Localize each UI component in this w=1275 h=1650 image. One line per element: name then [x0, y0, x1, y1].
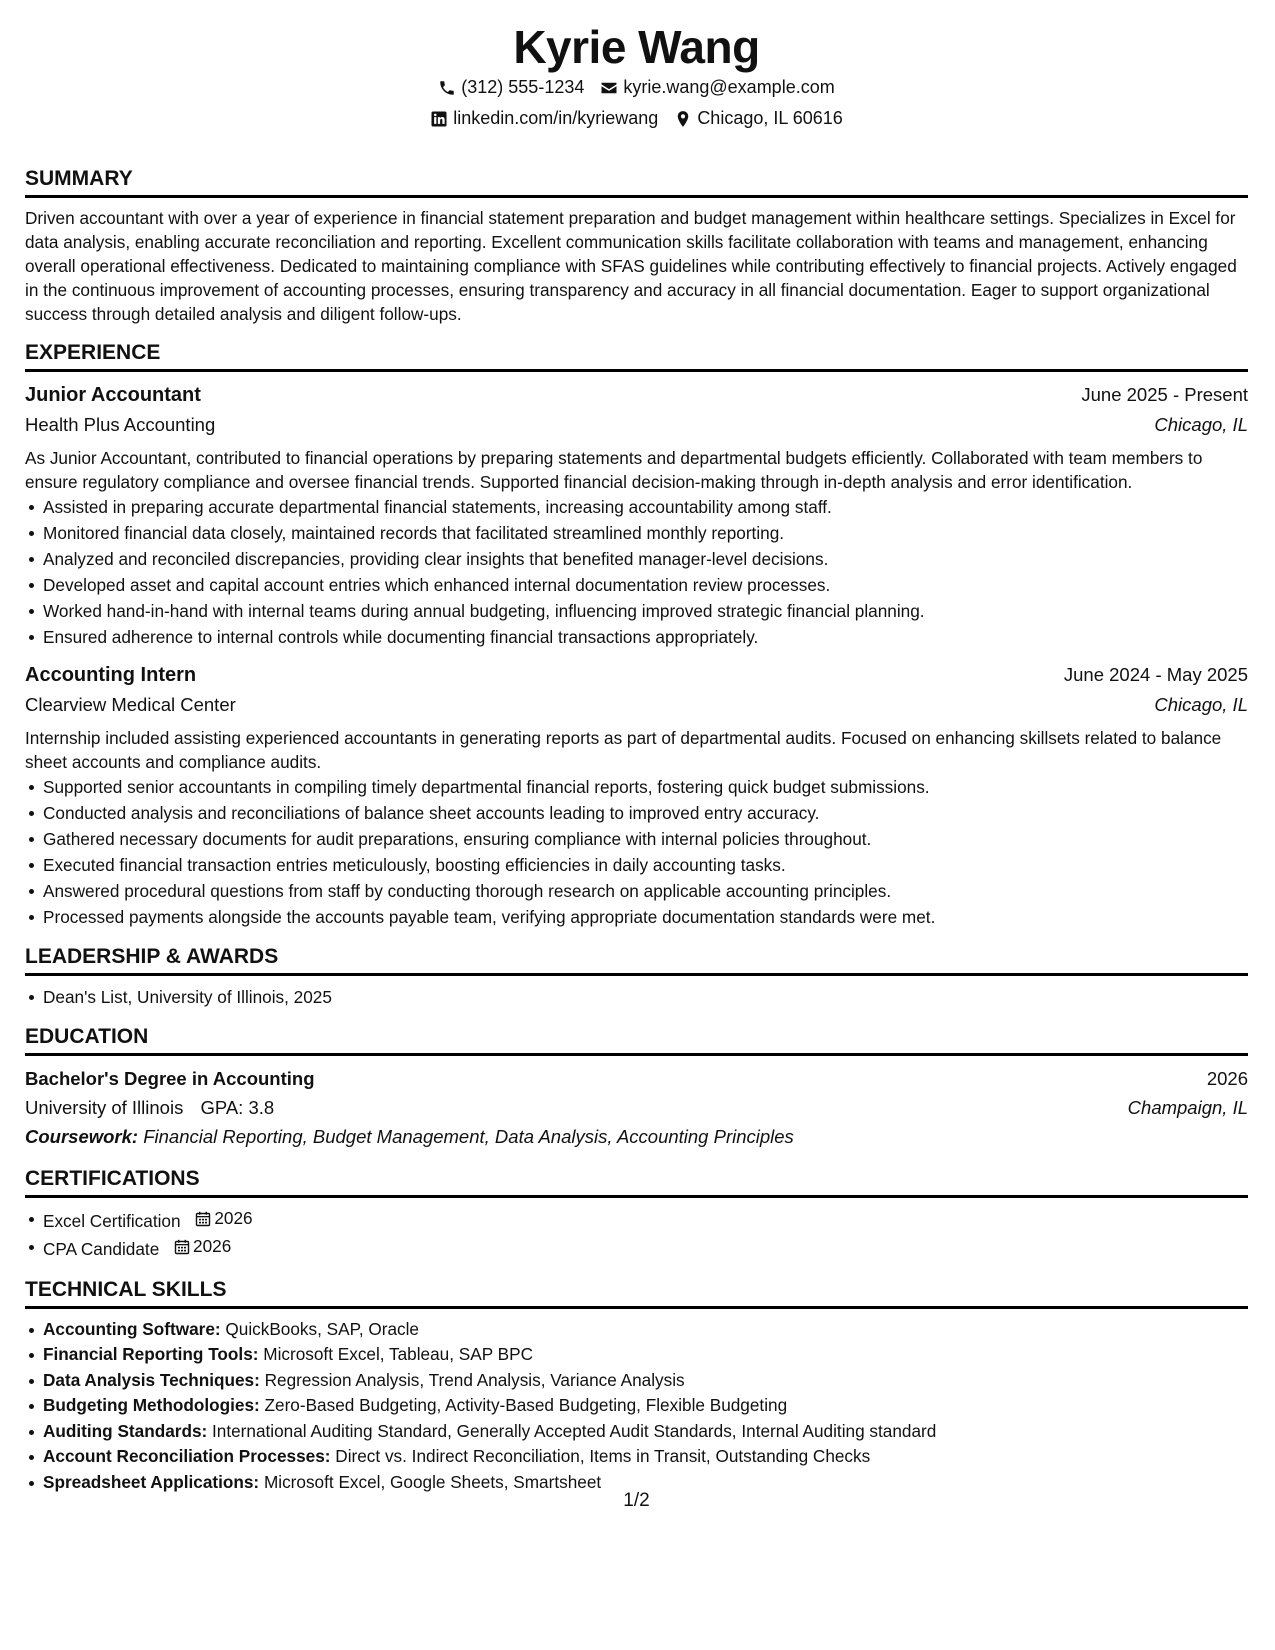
- job-title-row: [25, 660, 1248, 690]
- list-item: Gathered necessary documents for audit preparations, ensuring compliance with internal policies throughout.: [43, 826, 1248, 852]
- certification-year: 2026: [214, 1208, 253, 1228]
- job-company: Clearview Medical Center: [25, 694, 236, 715]
- job-company-row: [25, 690, 1248, 720]
- list-item: [43, 1419, 1248, 1445]
- list-item: Developed asset and capital account entries which enhanced internal documentation review processes.: [43, 572, 1248, 598]
- contact-linkedin[interactable]: [430, 103, 658, 134]
- section-title-summary: SUMMARY: [25, 166, 1248, 198]
- list-item: Analyzed and reconciled discrepancies, providing clear insights that benefited manager-level decisions.: [43, 546, 1248, 572]
- skill-value: QuickBooks, SAP, Oracle: [225, 1318, 419, 1339]
- job-bullets: [25, 494, 1248, 650]
- list-item: Worked hand-in-hand with internal teams during annual budgeting, influencing improved strategic financial planning.: [43, 598, 1248, 624]
- leadership-section: [25, 944, 1248, 1010]
- job-dates: June 2025 - Present: [1081, 384, 1248, 405]
- list-item: [43, 1206, 1248, 1234]
- skill-value: Direct vs. Indirect Reconciliation, Items in Transit, Outstanding Checks: [335, 1446, 871, 1466]
- certification-year: 2026: [193, 1236, 232, 1257]
- coursework-label: Coursework:: [25, 1126, 139, 1147]
- job-company-row: [25, 410, 1248, 440]
- education-coursework: [25, 1122, 1248, 1152]
- certification-date: [174, 1234, 231, 1260]
- contact-row-1: [25, 72, 1248, 103]
- education-location: Champaign, IL: [1127, 1097, 1248, 1118]
- education-section: [25, 1024, 1248, 1152]
- skills-list: [25, 1317, 1248, 1496]
- certifications-list: [25, 1206, 1248, 1263]
- contact-email[interactable]: [600, 72, 834, 103]
- page-number: 1/2: [623, 1490, 650, 1511]
- list-item: Answered procedural questions from staff by conducting thorough research on applicable accounting principles.: [43, 878, 1248, 904]
- skill-label: Data Analysis Techniques:: [43, 1369, 260, 1390]
- contact-location: [674, 103, 842, 134]
- list-item: [43, 1368, 1248, 1394]
- candidate-name: Kyrie Wang: [513, 21, 760, 73]
- calendar-icon: [174, 1239, 190, 1255]
- phone-icon: [438, 79, 456, 97]
- education-school: University of Illinois: [25, 1097, 184, 1118]
- section-title-education: EDUCATION: [25, 1024, 1248, 1056]
- resume-page: [25, 0, 1248, 1650]
- certification-name: CPA Candidate: [43, 1239, 160, 1259]
- list-item: [43, 1393, 1248, 1419]
- certification-date: [195, 1206, 252, 1232]
- list-item: Supported senior accountants in compiling timely departmental financial reports, fostering quick budget submissions.: [43, 774, 1248, 800]
- email-text[interactable]: kyrie.wang@example.com: [623, 77, 835, 97]
- skill-value: Microsoft Excel, Tableau, SAP BPC: [263, 1344, 533, 1364]
- education-gpa: GPA: 3.8: [200, 1097, 275, 1118]
- summary-section: [25, 166, 1248, 326]
- contact-row-2: [25, 103, 1248, 134]
- summary-text: Driven accountant with over a year of experience in financial statement preparation and budget management within healthcare settings. Specializes in Excel for data analysis, enabling accurate reconciliation and reporting. Excellent communication skills facilitate collaboration with teams and management, enhancing overall operational effectiveness. Dedicated to maintaining compliance with SFAS guidelines while contributing effectively to financial projects. Actively engaged in the continuous improvement of accounting processes, ensuring transparency and accuracy in all financial documentation. Eager to support organizational success through detailed analysis and diligent follow-ups.: [25, 208, 1237, 324]
- certification-name: Excel Certification: [43, 1210, 181, 1231]
- list-item: Ensured adherence to internal controls while documenting financial transactions appropriately.: [43, 624, 1248, 650]
- list-item: Dean's List, University of Illinois, 2025: [43, 984, 1248, 1010]
- section-title-leadership: LEADERSHIP & AWARDS: [25, 944, 1248, 976]
- job-title: Junior Accountant: [25, 384, 201, 406]
- job-bullets: [25, 774, 1248, 930]
- skill-value: International Auditing Standard, Generally Accepted Audit Standards, Internal Auditing standard: [212, 1420, 937, 1441]
- section-title-experience: EXPERIENCE: [25, 340, 1248, 372]
- list-item: [43, 1317, 1248, 1343]
- section-title-certifications: CERTIFICATIONS: [25, 1166, 1248, 1198]
- linkedin-icon: [430, 110, 448, 128]
- resume-header: [25, 0, 1248, 134]
- job-dates: June 2024 - May 2025: [1063, 664, 1248, 685]
- list-item: [43, 1444, 1248, 1470]
- list-item: [43, 1234, 1248, 1262]
- skill-label: Financial Reporting Tools:: [43, 1344, 259, 1364]
- skill-label: Accounting Software:: [43, 1318, 221, 1339]
- list-item: Executed financial transaction entries meticulously, boosting efficiencies in daily accounting tasks.: [43, 852, 1248, 878]
- job-title: Accounting Intern: [25, 664, 197, 686]
- skill-value: Regression Analysis, Trend Analysis, Variance Analysis: [264, 1369, 685, 1390]
- job-location: Chicago, IL: [1154, 414, 1248, 435]
- envelope-icon: [600, 79, 618, 97]
- education-degree-row: [25, 1064, 1248, 1093]
- education-school-group: [25, 1093, 274, 1122]
- coursework-list: Financial Reporting, Budget Management, Data Analysis, Accounting Principles: [143, 1126, 794, 1147]
- list-item: Assisted in preparing accurate departmental financial statements, increasing accountability among staff.: [43, 494, 1248, 520]
- skill-label: Auditing Standards:: [43, 1420, 208, 1441]
- list-item: [43, 1342, 1248, 1368]
- job-title-row: [25, 380, 1248, 410]
- job-description: As Junior Accountant, contributed to financial operations by preparing statements and departmental budgets efficiently. Collaborated with team members to ensure regulatory compliance and oversee financial trends. Supported financial decision-making through in-depth analysis and error identification.: [25, 448, 1203, 492]
- section-title-skills: TECHNICAL SKILLS: [25, 1277, 1248, 1309]
- awards-list: [25, 984, 1248, 1010]
- job-entry: [25, 660, 1248, 930]
- calendar-icon: [195, 1211, 211, 1227]
- education-school-row: [25, 1093, 1248, 1122]
- list-item: Monitored financial data closely, maintained records that facilitated streamlined monthly reporting.: [43, 520, 1248, 546]
- skill-label: Account Reconciliation Processes:: [43, 1446, 331, 1466]
- map-pin-icon: [674, 110, 692, 128]
- job-location: Chicago, IL: [1154, 694, 1248, 715]
- location-text: Chicago, IL 60616: [697, 108, 843, 128]
- contact-phone: [438, 72, 584, 103]
- experience-section: [25, 340, 1248, 930]
- skill-label: Budgeting Methodologies:: [43, 1395, 260, 1415]
- phone-text: (312) 555-1234: [461, 77, 585, 97]
- certifications-section: [25, 1166, 1248, 1263]
- skill-label: Spreadsheet Applications:: [43, 1471, 260, 1492]
- skill-value: Zero-Based Budgeting, Activity-Based Budgeting, Flexible Budgeting: [264, 1395, 788, 1415]
- list-item: Processed payments alongside the accounts payable team, verifying appropriate documentation standards were met.: [43, 904, 1248, 930]
- job-entry: [25, 380, 1248, 650]
- skill-value: Microsoft Excel, Google Sheets, Smartsheet: [263, 1471, 602, 1492]
- skills-section: [25, 1277, 1248, 1496]
- job-company: Health Plus Accounting: [25, 414, 216, 435]
- job-description: Internship included assisting experienced accountants in generating reports as part of departmental audits. Focused on enhancing skillsets related to balance sheet accounts and compliance audits.: [25, 728, 1222, 772]
- education-degree: Bachelor's Degree in Accounting: [25, 1068, 315, 1089]
- list-item: Conducted analysis and reconciliations of balance sheet accounts leading to improved entry accuracy.: [43, 800, 1248, 826]
- linkedin-text[interactable]: linkedin.com/in/kyriewang: [453, 108, 659, 128]
- education-year: 2026: [1206, 1068, 1248, 1089]
